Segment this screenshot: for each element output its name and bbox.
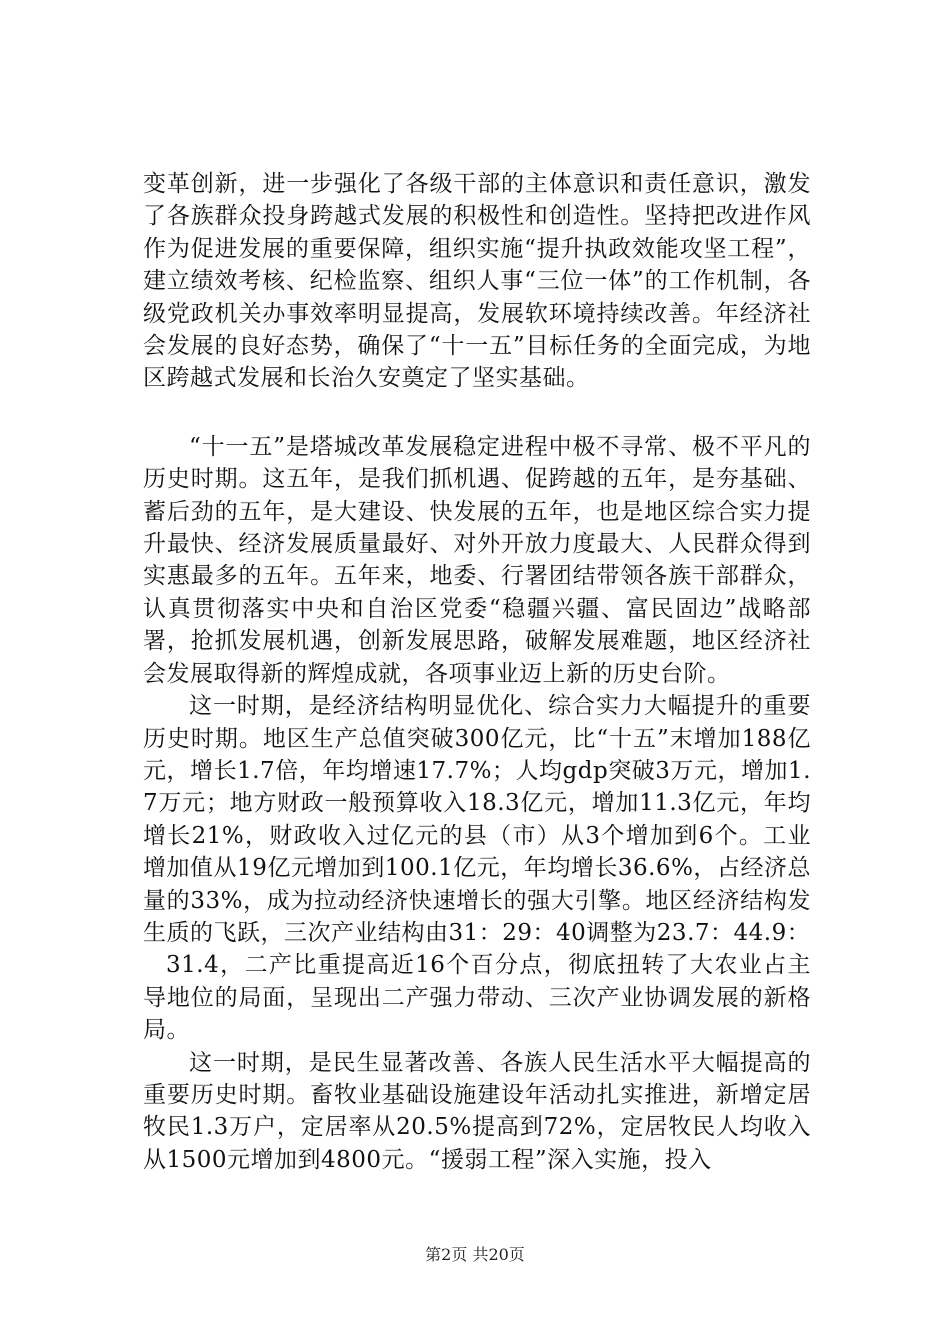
paragraph-3: 这一时期，是经济结构明显优化、综合实力大幅提升的重要历史时期。地区生产总值突破300亿元，比“十五”末增加188亿元，增长1.7倍，年均增速17.7%；人均gdp突破3万元，增加1.7万元；地方财政一般预算收入18.3亿元，增加11.3亿元，年均增长21%，财政收入过亿元的县（市）从3个增加到6个。工业增加值从19亿元增加到100.1亿元，年均增长36.6%，占经济总量的33%，成为拉动经济快速增长的强大引擎。地区经济结构发生质的飞跃，三次产业结构由31：29：40调整为23.7：44.9： [143,693,811,946]
paragraph-2: “十一五”是塔城改革发展稳定进程中极不寻常、极不平凡的历史时期。这五年，是我们抓机遇、促跨越的五年，是夯基础、蓄后劲的五年，是大建设、快发展的五年，也是地区综合实力提升最快、经济发展质量最好、对外开放力度最大、人民群众得到实惠最多的五年。五年来，地委、行署团结带领各族干部群众，认真贯彻落实中央和自治区党委“稳疆兴疆、富民固边”战略部署，抢抓发展机遇，创新发展思路，破解发展难题，地区经济社会发展取得新的辉煌成就，各项事业迈上新的历史台阶。 [143,433,811,687]
page-number-footer: 第2页 共20页 [425,1245,525,1264]
paragraph-4: 31.4，二产比重提高近16个百分点，彻底扭转了大农业占主导地位的局面，呈现出二产强力带动、三次产业协调发展的新格局。 [143,952,811,1044]
paragraph-5: 这一时期，是民生显著改善、各族人民生活水平大幅提高的重要历史时期。畜牧业基础设施建设年活动扎实推进，新增定居牧民1.3万户，定居率从20.5%提高到72%，定居牧民人均收入从1500元增加到4800元。“援弱工程”深入实施，投入 [143,1049,811,1173]
paragraph-1: 变革创新，进一步强化了各级干部的主体意识和责任意识，激发了各族群众投身跨越式发展的积极性和创造性。坚持把改进作风作为促进发展的重要保障，组织实施“提升执政效能攻坚工程”，建立绩效考核、纪检监察、组织人事“三位一体”的工作机制，各级党政机关办事效率明显提高，发展软环境持续改善。年经济社会发展的良好态势，确保了“十一五”目标任务的全面完成，为地区跨越式发展和长治久安奠定了坚实基础。 [143,171,811,392]
document-body [143,168,811,1176]
